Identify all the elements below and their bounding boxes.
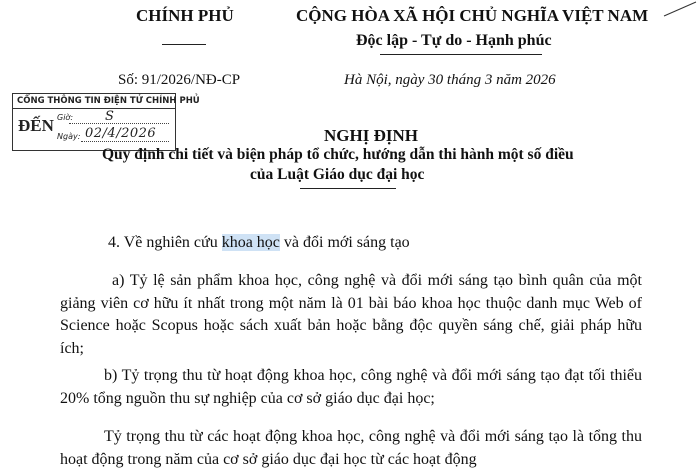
stamp-date-label: Ngày:: [57, 132, 81, 141]
stamp-organization: CỔNG THÔNG TIN ĐIỆN TỬ CHÍNH PHỦ: [17, 96, 200, 106]
document-type: NGHỊ ĐỊNH: [324, 126, 418, 145]
document-subject-line2: của Luật Giáo dục đại học: [250, 166, 425, 183]
stamp-time-dots: [69, 123, 169, 124]
stamp-time-label: Giờ:: [57, 113, 74, 122]
paragraph-c: Tỷ trọng thu từ các hoạt động khoa học, công nghệ và đổi mới sáng tạo là tổng thu hoạt động trong năm của cơ sở giáo dục đại học từ các hoạt động: [60, 428, 642, 468]
agency-underline: [162, 44, 206, 45]
paragraph-b: b) Tỷ trọng thu từ hoạt động khoa học, công nghệ và đổi mới sáng tạo đạt tối thiểu 20% tổng nguồn thu sự nghiệp của cơ sở giáo dục đại học;: [60, 367, 642, 407]
incoming-stamp: [12, 93, 200, 151]
pen-mark-icon: [660, 0, 700, 20]
paragraph-a: a) Tỷ lệ sản phẩm khoa học, công nghệ và đổi mới sáng tạo bình quân của một giảng viên cơ hữu ít nhất trong một năm là 01 bài báo khoa học thuộc danh mục Web of Science hoặc Scopus hoặc sách xuất bản hoặc bằng độc quyền sáng chế, giải pháp hữu ích;: [60, 272, 642, 357]
stamp-divider: [13, 108, 175, 109]
subject-underline: [300, 188, 396, 189]
stamp-date-dots: [81, 141, 169, 142]
national-motto: Độc lập - Tự do - Hạnh phúc: [356, 32, 552, 49]
document-number: Số: 91/2026/NĐ-CP: [118, 72, 241, 88]
place-and-date: Hà Nội, ngày 30 tháng 3 năm 2026: [344, 72, 556, 88]
national-title: CỘNG HÒA XÃ HỘI CHỦ NGHĨA VIỆT NAM: [296, 6, 649, 25]
motto-underline: [380, 54, 542, 55]
issuing-agency: CHÍNH PHỦ: [136, 6, 234, 25]
document-subject-line1: Quy định chi tiết và biện pháp tổ chức, hướng dẫn thi hành một số điều: [102, 146, 574, 163]
stamp-den-label: ĐẾN: [18, 116, 54, 135]
stamp-date-value: 02/4/2026: [85, 126, 157, 141]
section-heading-prefix: 4. Về nghiên cứu: [108, 234, 222, 251]
section-heading: [108, 232, 410, 255]
stamp-time-value: S: [105, 109, 114, 124]
section-heading-suffix: và đổi mới sáng tạo: [279, 234, 410, 251]
selected-text-highlight[interactable]: khoa học: [221, 234, 280, 251]
